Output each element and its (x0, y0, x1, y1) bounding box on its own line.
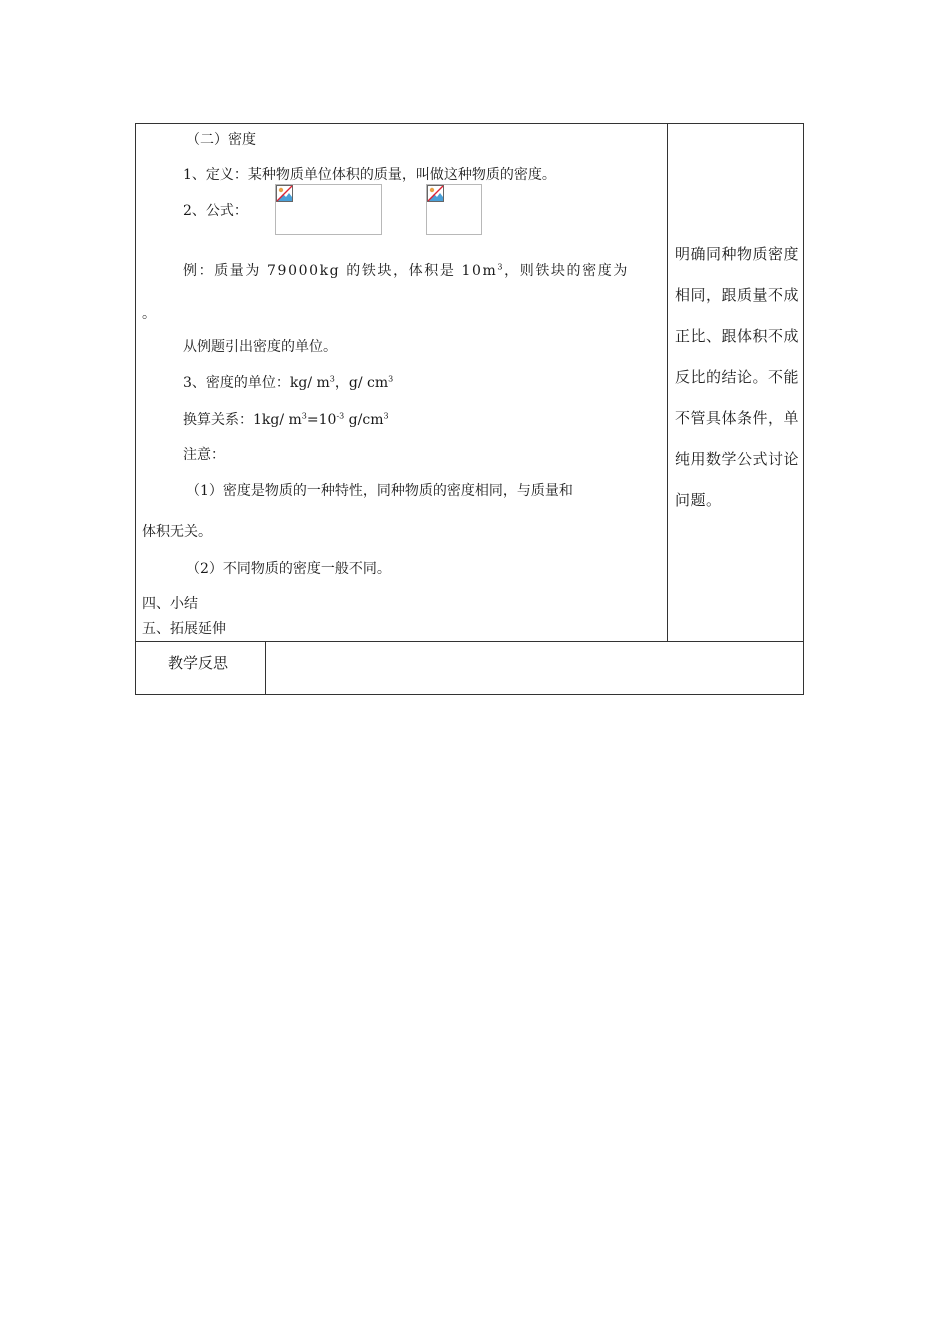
section-summary: 四、小结 (142, 596, 198, 612)
density-units: 3、密度的单位：kg/ $m^3$，g/ $cm^3$ (183, 374, 394, 391)
note-1-continued: 体积无关。 (142, 524, 212, 540)
note-2: （2）不同物质的密度一般不同。 (186, 561, 391, 577)
formula-label: 2、公式： (183, 203, 248, 219)
reflection-label: 教学反思 (168, 654, 229, 672)
column-divider (667, 124, 668, 641)
density-definition: 1、定义：某种物质单位体积的质量，叫做这种物质的密度。 (183, 167, 556, 183)
broken-image-icon (276, 185, 293, 202)
note-1: （1）密度是物质的一种特性，同种物质的密度相同，与质量和 (186, 483, 573, 499)
example-problem-end: 。 (142, 306, 156, 322)
formula-image (275, 184, 382, 235)
reflection-divider (265, 641, 266, 695)
unit-conversion: 换算关系：1kg/ $m^3=10^{-3}$ $g/cm^3$ (183, 411, 389, 428)
broken-image-icon (427, 185, 444, 202)
note-heading: 注意： (183, 447, 225, 463)
lesson-table (135, 123, 804, 695)
example-problem: 例：质量为 79000kg 的铁块，体积是 $10m^3$，则铁块的密度为 (183, 262, 629, 279)
formula-image (426, 184, 482, 235)
density-heading: （二）密度 (186, 132, 256, 148)
section-extension: 五、拓展延伸 (142, 621, 226, 637)
row-divider (136, 641, 803, 642)
unit-intro: 从例题引出密度的单位。 (183, 339, 337, 355)
side-note: 明确同种物质密度相同，跟质量不成正比、跟体积不成反比的结论。不能不管具体条件，单纯用数学公式讨论问题。 (675, 245, 800, 509)
